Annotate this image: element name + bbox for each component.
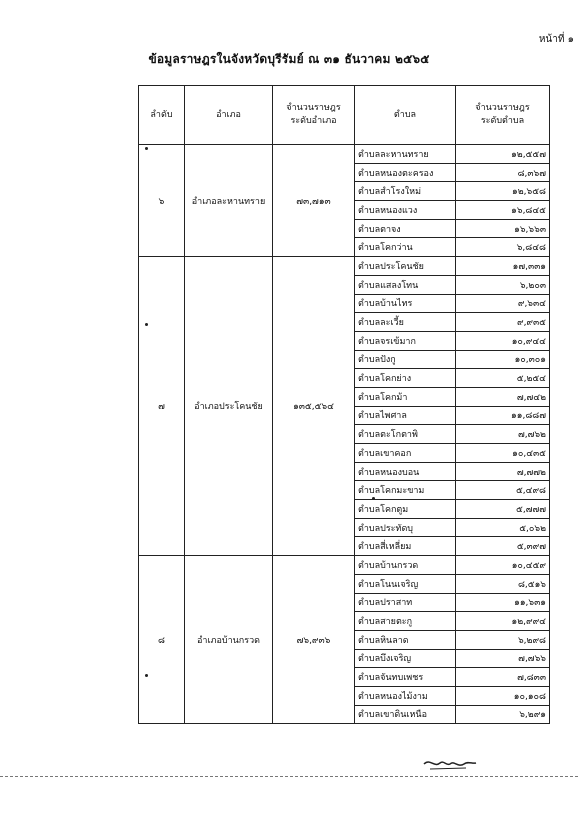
subdistrict-population-cell: ๗,๗๖๖ <box>456 649 550 668</box>
subdistrict-name-cell: ตำบลละเวี้ย <box>355 313 456 332</box>
subdistrict-name-cell: ตำบลโคกตูม <box>355 500 456 519</box>
subdistrict-name-cell: ตำบลบ้านไทร <box>355 294 456 313</box>
subdistrict-population-cell: ๑๐,๑๐๘ <box>456 686 550 705</box>
subdistrict-population-cell: ๙,๖๓๔ <box>456 294 550 313</box>
subdistrict-name-cell: ตำบลสายตะกู <box>355 612 456 631</box>
subdistrict-name-cell: ตำบลสี่เหลี่ยม <box>355 537 456 556</box>
subdistrict-population-cell: ๑๐,๓๐๑ <box>456 350 550 369</box>
population-table <box>138 85 550 724</box>
subdistrict-name-cell: ตำบลโคกย่าง <box>355 369 456 388</box>
scan-speck <box>145 147 148 150</box>
header-subdistrict-pop: จำนวนราษฎร ระดับตำบล <box>456 86 550 145</box>
subdistrict-population-cell: ๖,๘๔๘ <box>456 238 550 257</box>
subdistrict-population-cell: ๑๑,๘๘๗ <box>456 406 550 425</box>
subdistrict-name-cell: ตำบลหนองแวง <box>355 201 456 220</box>
header-subdistrict: ตำบล <box>355 86 456 145</box>
subdistrict-name-cell: ตำบลหนองตะครอง <box>355 163 456 182</box>
district-name-cell: อำเภอประโคนชัย <box>185 257 273 556</box>
table-row <box>139 556 550 575</box>
subdistrict-population-cell: ๘,๓๖๗ <box>456 163 550 182</box>
subdistrict-population-cell: ๑๐,๔๓๕ <box>456 444 550 463</box>
subdistrict-population-cell: ๑๗,๓๓๑ <box>456 257 550 276</box>
district-population-cell: ๗๓,๗๑๓ <box>273 145 355 257</box>
subdistrict-population-cell: ๗,๗๔๒ <box>456 387 550 406</box>
subdistrict-population-cell: ๖,๒๐๓ <box>456 275 550 294</box>
subdistrict-population-cell: ๑๐,๔๕๙ <box>456 556 550 575</box>
subdistrict-name-cell: ตำบลปราสาท <box>355 593 456 612</box>
subdistrict-population-cell: ๕,๔๙๘ <box>456 481 550 500</box>
scan-speck <box>145 323 148 326</box>
subdistrict-name-cell: ตำบลโคกว่าน <box>355 238 456 257</box>
district-name-cell: อำเภอบ้านกรวด <box>185 556 273 724</box>
subdistrict-name-cell: ตำบลเขาดินเหนือ <box>355 705 456 724</box>
subdistrict-name-cell: ตำบลเขาคอก <box>355 444 456 463</box>
subdistrict-name-cell: ตำบลละหานทราย <box>355 145 456 164</box>
subdistrict-population-cell: ๑๖,๖๖๓ <box>456 219 550 238</box>
subdistrict-population-cell: ๗,๗๗๒ <box>456 462 550 481</box>
document-title: ข้อมูลราษฎรในจังหวัดบุรีรัมย์ ณ ๓๑ ธันวาคม ๒๕๖๕ <box>148 52 430 66</box>
subdistrict-name-cell: ตำบลหนองไม้งาม <box>355 686 456 705</box>
subdistrict-population-cell: ๑๒,๙๙๔ <box>456 612 550 631</box>
subdistrict-name-cell: ตำบลโคกมะขาม <box>355 481 456 500</box>
subdistrict-name-cell: ตำบลโคกม้า <box>355 387 456 406</box>
subdistrict-population-cell: ๖,๒๙๘ <box>456 630 550 649</box>
district-population-cell: ๗๖,๙๓๖ <box>273 556 355 724</box>
subdistrict-population-cell: ๑๑,๖๓๑ <box>456 593 550 612</box>
page-divider <box>0 776 578 777</box>
subdistrict-name-cell: ตำบลแสลงโทน <box>355 275 456 294</box>
page-number: หน้าที่ ๑ <box>538 34 574 45</box>
subdistrict-population-cell: ๕,๐๖๒ <box>456 518 550 537</box>
subdistrict-name-cell: ตำบลจรเข้มาก <box>355 331 456 350</box>
header-order: ลำดับ <box>139 86 185 145</box>
subdistrict-name-cell: ตำบลบึงเจริญ <box>355 649 456 668</box>
subdistrict-name-cell: ตำบลตาจง <box>355 219 456 238</box>
subdistrict-name-cell: ตำบลไพศาล <box>355 406 456 425</box>
subdistrict-population-cell: ๘,๕๑๖ <box>456 574 550 593</box>
subdistrict-population-cell: ๖,๒๙๑ <box>456 705 550 724</box>
table-row <box>139 257 550 276</box>
subdistrict-name-cell: ตำบลตะโกตาพิ <box>355 425 456 444</box>
district-name-cell: อำเภอละหานทราย <box>185 145 273 257</box>
subdistrict-name-cell: ตำบลประทัดบุ <box>355 518 456 537</box>
subdistrict-population-cell: ๕,๓๙๗ <box>456 537 550 556</box>
subdistrict-name-cell: ตำบลบ้านกรวด <box>355 556 456 575</box>
subdistrict-population-cell: ๑๐,๙๔๔ <box>456 331 550 350</box>
district-population-cell: ๑๓๕,๕๖๔ <box>273 257 355 556</box>
subdistrict-population-cell: ๕,๗๗๗ <box>456 500 550 519</box>
scan-speck <box>145 674 148 677</box>
subdistrict-population-cell: ๕,๒๕๔ <box>456 369 550 388</box>
subdistrict-name-cell: ตำบลปังกู <box>355 350 456 369</box>
subdistrict-population-cell: ๗,๘๓๓ <box>456 668 550 687</box>
header-district-pop: จำนวนราษฎร ระดับอำเภอ <box>273 86 355 145</box>
header-row <box>139 86 550 145</box>
subdistrict-name-cell: ตำบลประโคนชัย <box>355 257 456 276</box>
signature-mark <box>420 752 480 774</box>
header-district: อำเภอ <box>185 86 273 145</box>
subdistrict-name-cell: ตำบลจันทบเพชร <box>355 668 456 687</box>
subdistrict-population-cell: ๑๒,๕๕๗ <box>456 145 550 164</box>
subdistrict-name-cell: ตำบลหินลาด <box>355 630 456 649</box>
subdistrict-population-cell: ๑๒,๖๕๘ <box>456 182 550 201</box>
table-row <box>139 145 550 164</box>
scan-speck <box>372 497 375 500</box>
district-order-cell: ๖ <box>139 145 185 257</box>
district-order-cell: ๗ <box>139 257 185 556</box>
subdistrict-name-cell: ตำบลสำโรงใหม่ <box>355 182 456 201</box>
subdistrict-name-cell: ตำบลหนองบอน <box>355 462 456 481</box>
subdistrict-name-cell: ตำบลโนนเจริญ <box>355 574 456 593</box>
subdistrict-population-cell: ๗,๗๖๒ <box>456 425 550 444</box>
subdistrict-population-cell: ๙,๙๓๕ <box>456 313 550 332</box>
district-order-cell: ๘ <box>139 556 185 724</box>
subdistrict-population-cell: ๑๖,๘๔๕ <box>456 201 550 220</box>
